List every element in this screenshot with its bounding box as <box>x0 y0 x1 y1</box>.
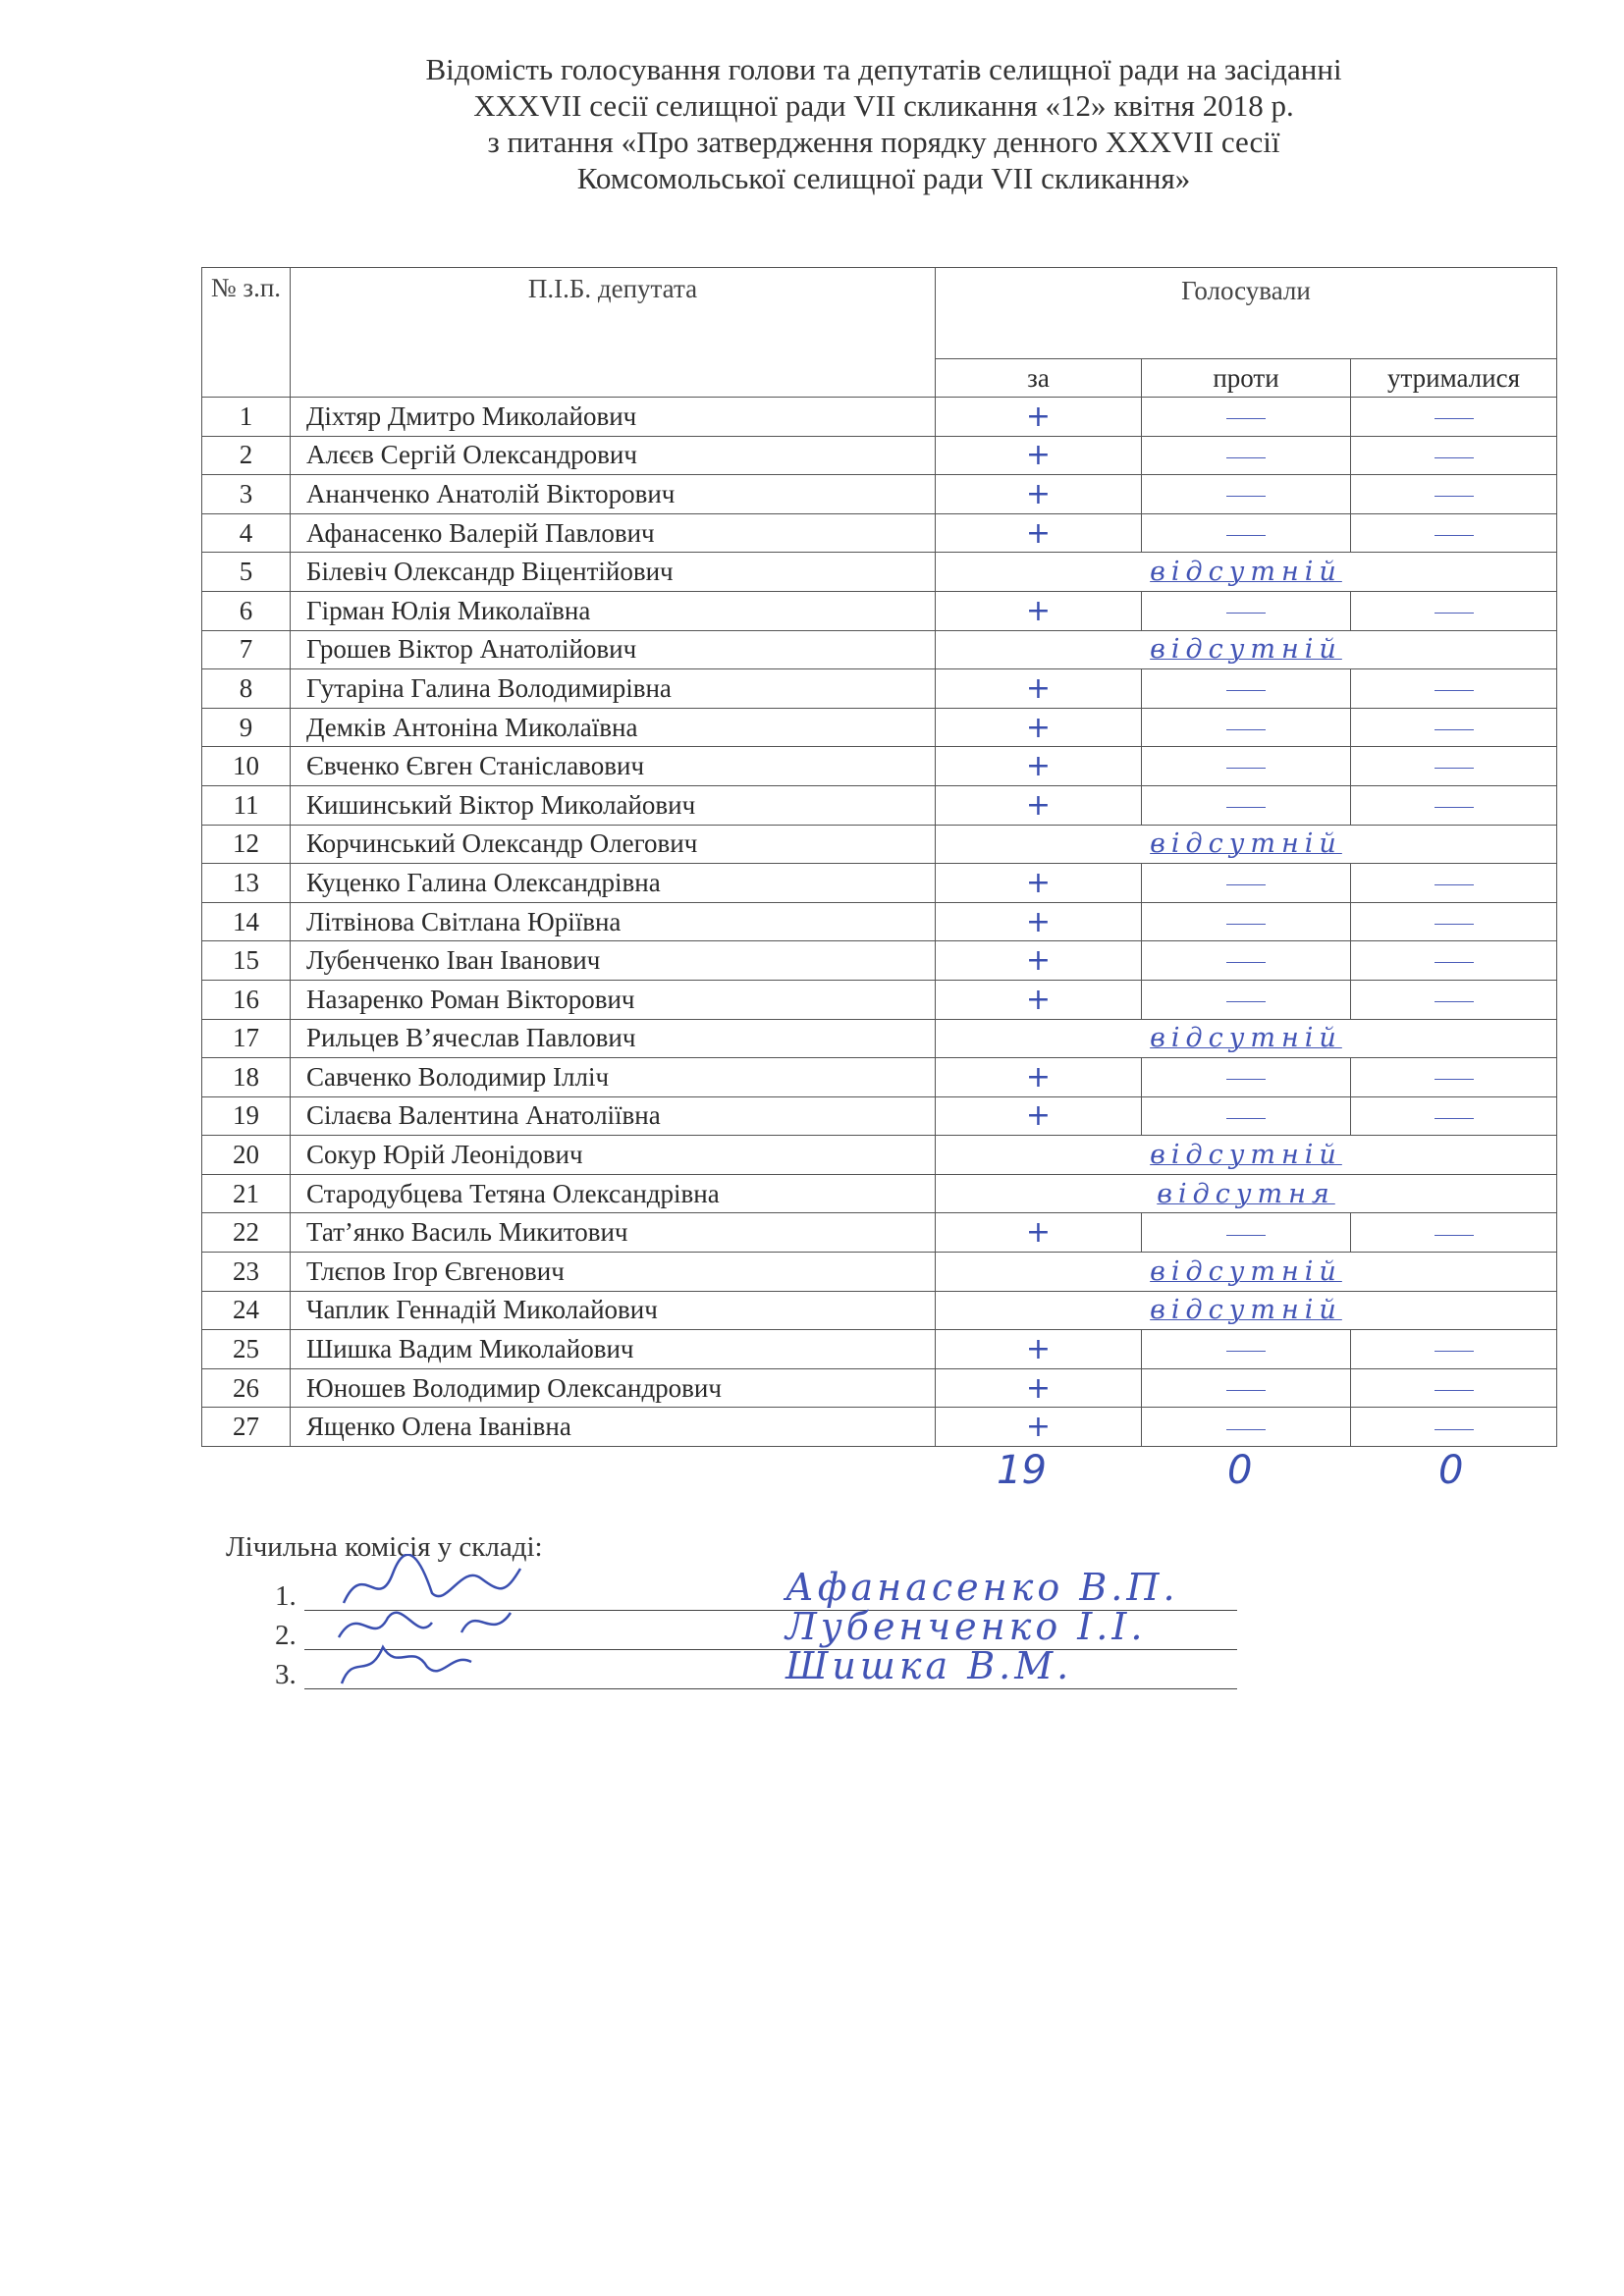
vote-abstained-mark <box>1351 1330 1557 1369</box>
table-row <box>202 1174 1557 1213</box>
table-row <box>202 1368 1557 1408</box>
vote-for-mark <box>936 1330 1142 1369</box>
row-number: 23 <box>202 1253 291 1292</box>
title-line-2: XXXVII сесії селищної ради VII скликання «12» квітня 2018 р. <box>473 88 1294 123</box>
vote-abstained-mark <box>1351 669 1557 709</box>
row-number: 13 <box>202 864 291 903</box>
vote-against-mark <box>1142 1213 1351 1253</box>
table-row <box>202 513 1557 553</box>
plus-mark: + <box>1025 749 1052 784</box>
dash-mark <box>1435 457 1474 458</box>
row-number: 25 <box>202 1330 291 1369</box>
dash-mark <box>1226 1390 1266 1391</box>
title-line-1: Відомість голосування голови та депутатів селищної ради на засіданні <box>425 52 1342 86</box>
table-row <box>202 398 1557 437</box>
row-number: 19 <box>202 1096 291 1136</box>
table-row <box>202 591 1557 630</box>
vote-abstained-mark <box>1351 902 1557 941</box>
dash-mark <box>1226 1235 1266 1236</box>
vote-abstained-mark <box>1351 708 1557 747</box>
dash-mark <box>1226 807 1266 808</box>
deputy-name: Кишинський Віктор Миколайович <box>291 785 936 825</box>
vote-against-mark <box>1142 708 1351 747</box>
table-row <box>202 475 1557 514</box>
plus-mark: + <box>1025 1215 1052 1251</box>
vote-abstained-mark <box>1351 1213 1557 1253</box>
header-abstained: утрималися <box>1351 359 1557 398</box>
vote-abstained-mark <box>1351 475 1557 514</box>
row-number: 24 <box>202 1291 291 1330</box>
plus-mark: + <box>1025 670 1052 706</box>
vote-against-mark <box>1142 436 1351 475</box>
vote-abstained-mark <box>1351 980 1557 1019</box>
vote-for-mark <box>936 669 1142 709</box>
vote-against-mark <box>1142 902 1351 941</box>
row-number: 12 <box>202 825 291 864</box>
deputy-name: Стародубцева Тетяна Олександрівна <box>291 1174 936 1213</box>
commission-member <box>275 1644 1237 1693</box>
voting-table <box>201 267 1557 1447</box>
deputy-name: Діхтяр Дмитро Миколайович <box>291 398 936 437</box>
dash-mark <box>1226 457 1266 458</box>
dash-mark <box>1226 729 1266 730</box>
plus-mark: + <box>1025 1098 1052 1134</box>
row-number: 3 <box>202 475 291 514</box>
deputy-name: Чаплик Геннадій Миколайович <box>291 1291 936 1330</box>
member-index: 3. <box>275 1659 297 1690</box>
dash-mark <box>1226 1429 1266 1430</box>
dash-mark <box>1435 690 1474 691</box>
plus-mark: + <box>1025 476 1052 511</box>
deputy-name: Гірман Юлія Миколаївна <box>291 591 936 630</box>
vote-against-mark <box>1142 1058 1351 1097</box>
dash-mark <box>1226 924 1266 925</box>
document-title <box>196 51 1571 196</box>
commission-label: Лічильна комісія у складі: <box>226 1531 543 1563</box>
deputy-name: Лубенченко Іван Іванович <box>291 941 936 981</box>
plus-mark: + <box>1025 438 1052 473</box>
table-row <box>202 1058 1557 1097</box>
deputy-name: Літвінова Світлана Юріївна <box>291 902 936 941</box>
header-number: № з.п. <box>202 268 291 398</box>
dash-mark <box>1226 962 1266 963</box>
row-number: 10 <box>202 747 291 786</box>
dash-mark <box>1435 1429 1474 1430</box>
table-row <box>202 669 1557 709</box>
table-header-row <box>202 268 1557 359</box>
vote-against-mark <box>1142 398 1351 437</box>
header-against: проти <box>1142 359 1351 398</box>
table-row <box>202 436 1557 475</box>
total-against: 0 <box>1227 1448 1253 1493</box>
row-number: 18 <box>202 1058 291 1097</box>
row-number: 14 <box>202 902 291 941</box>
row-number: 5 <box>202 553 291 592</box>
row-number: 8 <box>202 669 291 709</box>
dash-mark <box>1226 535 1266 536</box>
vote-abstained-mark <box>1351 747 1557 786</box>
deputy-name: Тат’янко Василь Микитович <box>291 1213 936 1253</box>
table-row <box>202 864 1557 903</box>
vote-against-mark <box>1142 513 1351 553</box>
table-row <box>202 1253 1557 1292</box>
vote-against-mark <box>1142 1330 1351 1369</box>
deputy-name: Грошев Віктор Анатолійович <box>291 630 936 669</box>
deputy-name: Савченко Володимир Ілліч <box>291 1058 936 1097</box>
plus-mark: + <box>1025 1370 1052 1406</box>
vote-abstained-mark <box>1351 941 1557 981</box>
vote-for-mark <box>936 902 1142 941</box>
row-number: 2 <box>202 436 291 475</box>
dash-mark <box>1226 613 1266 614</box>
vote-for-mark <box>936 1368 1142 1408</box>
row-number: 15 <box>202 941 291 981</box>
plus-mark: + <box>1025 1410 1052 1445</box>
dash-mark <box>1226 690 1266 691</box>
dash-mark <box>1226 768 1266 769</box>
deputy-name: Євченко Євген Станіславович <box>291 747 936 786</box>
row-number: 27 <box>202 1408 291 1447</box>
deputy-name: Юношев Володимир Олександрович <box>291 1368 936 1408</box>
table-row <box>202 1408 1557 1447</box>
vote-abstained-mark <box>1351 398 1557 437</box>
dash-mark <box>1435 418 1474 419</box>
vote-for-mark <box>936 1213 1142 1253</box>
plus-mark: + <box>1025 1059 1052 1095</box>
dash-mark <box>1435 1001 1474 1002</box>
deputy-name: Тлєпов Ігор Євгенович <box>291 1253 936 1292</box>
vote-for-mark <box>936 941 1142 981</box>
vote-abstained-mark <box>1351 1368 1557 1408</box>
vote-abstained-mark <box>1351 864 1557 903</box>
deputy-name: Афанасенко Валерій Павлович <box>291 513 936 553</box>
vote-against-mark <box>1142 980 1351 1019</box>
vote-against-mark <box>1142 591 1351 630</box>
vote-against-mark <box>1142 941 1351 981</box>
vote-for-mark <box>936 591 1142 630</box>
table-row <box>202 1213 1557 1253</box>
plus-mark: + <box>1025 943 1052 979</box>
dash-mark <box>1435 496 1474 497</box>
dash-mark <box>1435 1118 1474 1119</box>
absent-note: відсутній <box>936 1291 1557 1330</box>
vote-abstained-mark <box>1351 436 1557 475</box>
table-row <box>202 902 1557 941</box>
deputy-name: Корчинський Олександр Олегович <box>291 825 936 864</box>
member-name: Афанасенко В.П. <box>785 1566 1179 1609</box>
vote-against-mark <box>1142 1408 1351 1447</box>
deputy-name: Ананченко Анатолій Вікторович <box>291 475 936 514</box>
absent-note: відсутній <box>936 1253 1557 1292</box>
row-number: 26 <box>202 1368 291 1408</box>
dash-mark <box>1435 1079 1474 1080</box>
deputy-name: Шишка Вадим Миколайович <box>291 1330 936 1369</box>
plus-mark: + <box>1025 399 1052 434</box>
deputy-name: Назаренко Роман Вікторович <box>291 980 936 1019</box>
vote-against-mark <box>1142 669 1351 709</box>
vote-against-mark <box>1142 475 1351 514</box>
total-abstained: 0 <box>1438 1448 1464 1493</box>
table-row <box>202 630 1557 669</box>
row-number: 6 <box>202 591 291 630</box>
dash-mark <box>1226 418 1266 419</box>
vote-abstained-mark <box>1351 1408 1557 1447</box>
dash-mark <box>1226 1351 1266 1352</box>
vote-abstained-mark <box>1351 1096 1557 1136</box>
member-index: 1. <box>275 1580 297 1612</box>
header-for: за <box>936 359 1142 398</box>
member-name: Шишка В.М. <box>785 1644 1073 1687</box>
deputy-name: Рильцев В’ячеслав Павлович <box>291 1019 936 1058</box>
row-number: 7 <box>202 630 291 669</box>
dash-mark <box>1435 924 1474 925</box>
row-number: 21 <box>202 1174 291 1213</box>
absent-note: відсутній <box>936 1136 1557 1175</box>
deputy-name: Сокур Юрій Леонідович <box>291 1136 936 1175</box>
table-row <box>202 553 1557 592</box>
deputy-name: Білевіч Олександр Віцентійович <box>291 553 936 592</box>
table-row <box>202 708 1557 747</box>
deputy-name: Демків Антоніна Миколаївна <box>291 708 936 747</box>
dash-mark <box>1435 535 1474 536</box>
dash-mark <box>1435 884 1474 885</box>
vote-against-mark <box>1142 864 1351 903</box>
table-row <box>202 941 1557 981</box>
vote-abstained-mark <box>1351 591 1557 630</box>
table-row <box>202 747 1557 786</box>
dash-mark <box>1435 962 1474 963</box>
vote-abstained-mark <box>1351 513 1557 553</box>
dash-mark <box>1226 884 1266 885</box>
table-row <box>202 1096 1557 1136</box>
row-number: 11 <box>202 785 291 825</box>
deputy-name: Алєєв Сергій Олександрович <box>291 436 936 475</box>
dash-mark <box>1435 807 1474 808</box>
deputy-name: Сілаєва Валентина Анатоліївна <box>291 1096 936 1136</box>
row-number: 16 <box>202 980 291 1019</box>
table-row <box>202 825 1557 864</box>
header-voted: Голосували <box>936 268 1557 359</box>
absent-note: відсутня <box>936 1174 1557 1213</box>
table-row <box>202 785 1557 825</box>
row-number: 17 <box>202 1019 291 1058</box>
vote-against-mark <box>1142 747 1351 786</box>
table-row <box>202 1291 1557 1330</box>
row-number: 22 <box>202 1213 291 1253</box>
plus-mark: + <box>1025 787 1052 823</box>
table-row <box>202 1330 1557 1369</box>
plus-mark: + <box>1025 593 1052 628</box>
vote-for-mark <box>936 708 1142 747</box>
vote-against-mark <box>1142 1368 1351 1408</box>
dash-mark <box>1435 613 1474 614</box>
row-number: 4 <box>202 513 291 553</box>
absent-note: відсутній <box>936 553 1557 592</box>
vote-for-mark <box>936 785 1142 825</box>
dash-mark <box>1226 1118 1266 1119</box>
vote-for-mark <box>936 1408 1142 1447</box>
table-row <box>202 1136 1557 1175</box>
plus-mark: + <box>1025 1332 1052 1367</box>
dash-mark <box>1435 768 1474 769</box>
plus-mark: + <box>1025 710 1052 745</box>
header-name: П.І.Б. депутата <box>291 268 936 398</box>
vote-for-mark <box>936 747 1142 786</box>
vote-for-mark <box>936 436 1142 475</box>
deputy-name: Ященко Олена Іванівна <box>291 1408 936 1447</box>
plus-mark: + <box>1025 904 1052 939</box>
absent-note: відсутній <box>936 630 1557 669</box>
row-number: 9 <box>202 708 291 747</box>
vote-for-mark <box>936 1096 1142 1136</box>
row-number: 1 <box>202 398 291 437</box>
plus-mark: + <box>1025 865 1052 900</box>
table-row <box>202 1019 1557 1058</box>
vote-for-mark <box>936 513 1142 553</box>
vote-against-mark <box>1142 1096 1351 1136</box>
dash-mark <box>1226 1079 1266 1080</box>
vote-for-mark <box>936 1058 1142 1097</box>
title-line-4: Комсомольської селищної ради VII скликання» <box>576 161 1191 195</box>
handwritten-signature <box>334 1632 530 1691</box>
dash-mark <box>1435 1390 1474 1391</box>
vote-for-mark <box>936 980 1142 1019</box>
row-number: 20 <box>202 1136 291 1175</box>
absent-note: відсутній <box>936 1019 1557 1058</box>
table-row <box>202 980 1557 1019</box>
vote-for-mark <box>936 475 1142 514</box>
absent-note: відсутній <box>936 825 1557 864</box>
vote-abstained-mark <box>1351 1058 1557 1097</box>
dash-mark <box>1226 496 1266 497</box>
member-index: 2. <box>275 1620 297 1651</box>
dash-mark <box>1435 729 1474 730</box>
title-line-3: з питання «Про затвердження порядку денного XXXVII сесії <box>487 125 1280 159</box>
vote-against-mark <box>1142 785 1351 825</box>
vote-abstained-mark <box>1351 785 1557 825</box>
vote-for-mark <box>936 864 1142 903</box>
dash-mark <box>1226 1001 1266 1002</box>
plus-mark: + <box>1025 982 1052 1017</box>
deputy-name: Гутаріна Галина Володимирівна <box>291 669 936 709</box>
total-for: 19 <box>997 1448 1047 1493</box>
vote-for-mark <box>936 398 1142 437</box>
member-name: Лубенченко І.І. <box>785 1605 1147 1648</box>
deputy-name: Куценко Галина Олександрівна <box>291 864 936 903</box>
plus-mark: + <box>1025 515 1052 551</box>
dash-mark <box>1435 1235 1474 1236</box>
dash-mark <box>1435 1351 1474 1352</box>
